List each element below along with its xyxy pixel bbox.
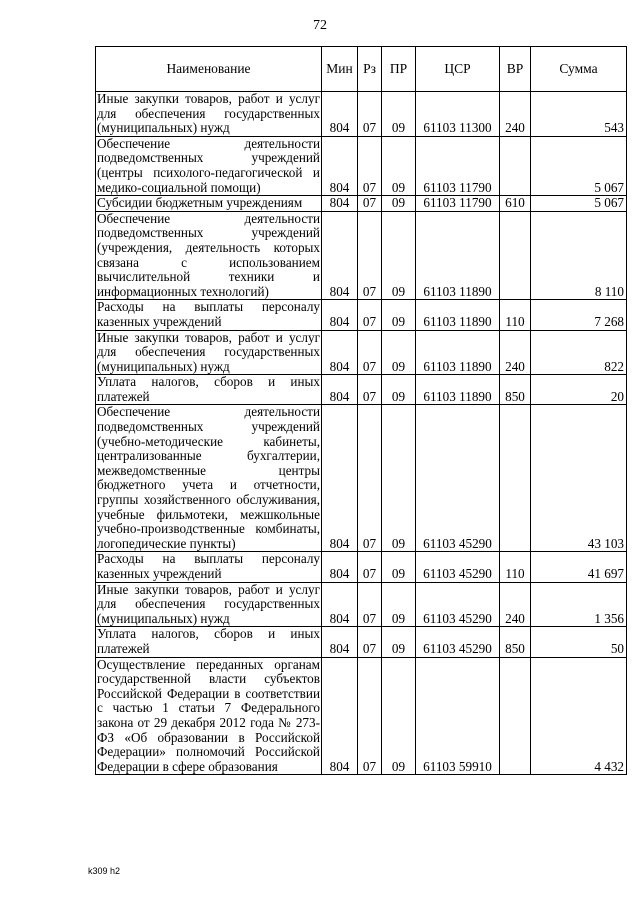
cell-vr <box>500 405 531 552</box>
cell-min: 804 <box>322 627 358 657</box>
cell-pr: 09 <box>382 375 416 405</box>
table-row <box>96 330 627 375</box>
cell-sum: 41 697 <box>531 552 627 582</box>
table-row <box>96 375 627 405</box>
cell-sum: 5 067 <box>531 136 627 195</box>
header-csr: ЦСР <box>416 47 500 92</box>
cell-rz: 07 <box>358 405 382 552</box>
cell-pr: 09 <box>382 136 416 195</box>
cell-min: 804 <box>322 375 358 405</box>
table-row <box>96 582 627 627</box>
cell-csr: 61103 45290 <box>416 582 500 627</box>
cell-min: 804 <box>322 330 358 375</box>
cell-pr: 09 <box>382 582 416 627</box>
cell-min: 804 <box>322 196 358 212</box>
cell-sum: 8 110 <box>531 211 627 300</box>
cell-vr: 110 <box>500 552 531 582</box>
cell-sum: 5 067 <box>531 196 627 212</box>
cell-vr: 850 <box>500 627 531 657</box>
cell-vr <box>500 657 531 775</box>
cell-rz: 07 <box>358 582 382 627</box>
table-row <box>96 196 627 212</box>
cell-csr: 61103 11790 <box>416 136 500 195</box>
cell-rz: 07 <box>358 627 382 657</box>
cell-rz: 07 <box>358 552 382 582</box>
cell-sum: 20 <box>531 375 627 405</box>
cell-csr: 61103 59910 <box>416 657 500 775</box>
cell-csr: 61103 11300 <box>416 92 500 137</box>
cell-csr: 61103 11890 <box>416 300 500 330</box>
cell-vr <box>500 136 531 195</box>
cell-rz: 07 <box>358 300 382 330</box>
cell-pr: 09 <box>382 657 416 775</box>
cell-sum: 43 103 <box>531 405 627 552</box>
cell-min: 804 <box>322 405 358 552</box>
cell-rz: 07 <box>358 375 382 405</box>
cell-pr: 09 <box>382 627 416 657</box>
cell-rz: 07 <box>358 211 382 300</box>
header-vr: ВР <box>500 47 531 92</box>
cell-sum: 50 <box>531 627 627 657</box>
cell-pr: 09 <box>382 330 416 375</box>
cell-csr: 61103 11890 <box>416 211 500 300</box>
cell-sum: 7 268 <box>531 300 627 330</box>
cell-min: 804 <box>322 136 358 195</box>
table-row <box>96 627 627 657</box>
cell-vr: 850 <box>500 375 531 405</box>
cell-rz: 07 <box>358 330 382 375</box>
header-name: Наименование <box>96 47 322 92</box>
cell-vr: 240 <box>500 582 531 627</box>
cell-sum: 543 <box>531 92 627 137</box>
cell-name: Уплата налогов, сборов и иных платежей <box>97 374 320 404</box>
cell-rz: 07 <box>358 657 382 775</box>
cell-pr: 09 <box>382 405 416 552</box>
cell-csr: 61103 45290 <box>416 552 500 582</box>
table-row <box>96 300 627 330</box>
cell-name: Обеспечение деятельности подведомственных учреждений (учреждения, деятельность которых связана с использованием вычислительной техники и информационных технологий) <box>97 211 320 299</box>
page-number: 72 <box>313 18 327 33</box>
cell-pr: 09 <box>382 552 416 582</box>
cell-csr: 61103 11890 <box>416 330 500 375</box>
table-row <box>96 92 627 137</box>
cell-name: Обеспечение деятельности подведомственных учреждений (центры психолого-педагогической и медико-социальной помощи) <box>97 136 320 195</box>
table-row <box>96 136 627 195</box>
header-pr: ПР <box>382 47 416 92</box>
cell-csr: 61103 45290 <box>416 405 500 552</box>
cell-csr: 61103 45290 <box>416 627 500 657</box>
table-row <box>96 552 627 582</box>
cell-name: Расходы на выплаты персоналу казенных учреждений <box>97 551 320 581</box>
cell-name: Обеспечение деятельности подведомственных учреждений (учебно-методические кабинеты, централизованные бухгалтерии, межведомственные центры бюджетного учета и отчетности, группы хозяйственного обслуживания, учебные фильмотеки, межшкольные учебно-производственные комбинаты, логопедические пункты) <box>97 404 320 551</box>
cell-pr: 09 <box>382 92 416 137</box>
cell-name: Иные закупки товаров, работ и услуг для обеспечения государственных (муниципальных) нужд <box>97 582 320 626</box>
cell-min: 804 <box>322 92 358 137</box>
table-row <box>96 405 627 552</box>
footer-code: k309 h2 <box>88 866 121 876</box>
table-row <box>96 211 627 300</box>
cell-min: 804 <box>322 552 358 582</box>
cell-csr: 61103 11890 <box>416 375 500 405</box>
cell-pr: 09 <box>382 211 416 300</box>
cell-name: Иные закупки товаров, работ и услуг для обеспечения государственных (муниципальных) нужд <box>97 91 320 136</box>
cell-rz: 07 <box>358 196 382 212</box>
cell-vr: 240 <box>500 330 531 375</box>
header-rz: Рз <box>358 47 382 92</box>
cell-name: Субсидии бюджетным учреждениям <box>96 196 322 212</box>
header-row <box>96 47 627 92</box>
cell-min: 804 <box>322 657 358 775</box>
table-row <box>96 657 627 775</box>
cell-pr: 09 <box>382 300 416 330</box>
cell-min: 804 <box>322 582 358 627</box>
cell-vr <box>500 211 531 300</box>
cell-name: Иные закупки товаров, работ и услуг для обеспечения государственных (муниципальных) нужд <box>97 330 320 374</box>
cell-min: 804 <box>322 300 358 330</box>
cell-sum: 822 <box>531 330 627 375</box>
cell-sum: 4 432 <box>531 657 627 775</box>
cell-sum: 1 356 <box>531 582 627 627</box>
cell-pr: 09 <box>382 196 416 212</box>
cell-min: 804 <box>322 211 358 300</box>
budget-table <box>95 46 627 775</box>
cell-name: Уплата налогов, сборов и иных платежей <box>97 626 320 656</box>
cell-name: Осуществление переданных органам государственной власти субъектов Российской Федерации в соответствии с частью 1 статьи 7 Федерального закона от 29 декабря 2012 года № 273-ФЗ «Об образовании в Российской Федерации» полномочий Российской Федерации в сфере образования <box>97 657 320 774</box>
cell-csr: 61103 11790 <box>416 196 500 212</box>
cell-rz: 07 <box>358 136 382 195</box>
cell-vr: 110 <box>500 300 531 330</box>
cell-rz: 07 <box>358 92 382 137</box>
cell-vr: 610 <box>500 196 531 212</box>
header-sum: Сумма <box>531 47 627 92</box>
cell-name: Расходы на выплаты персоналу казенных учреждений <box>97 299 320 329</box>
cell-vr: 240 <box>500 92 531 137</box>
header-min: Мин <box>322 47 358 92</box>
